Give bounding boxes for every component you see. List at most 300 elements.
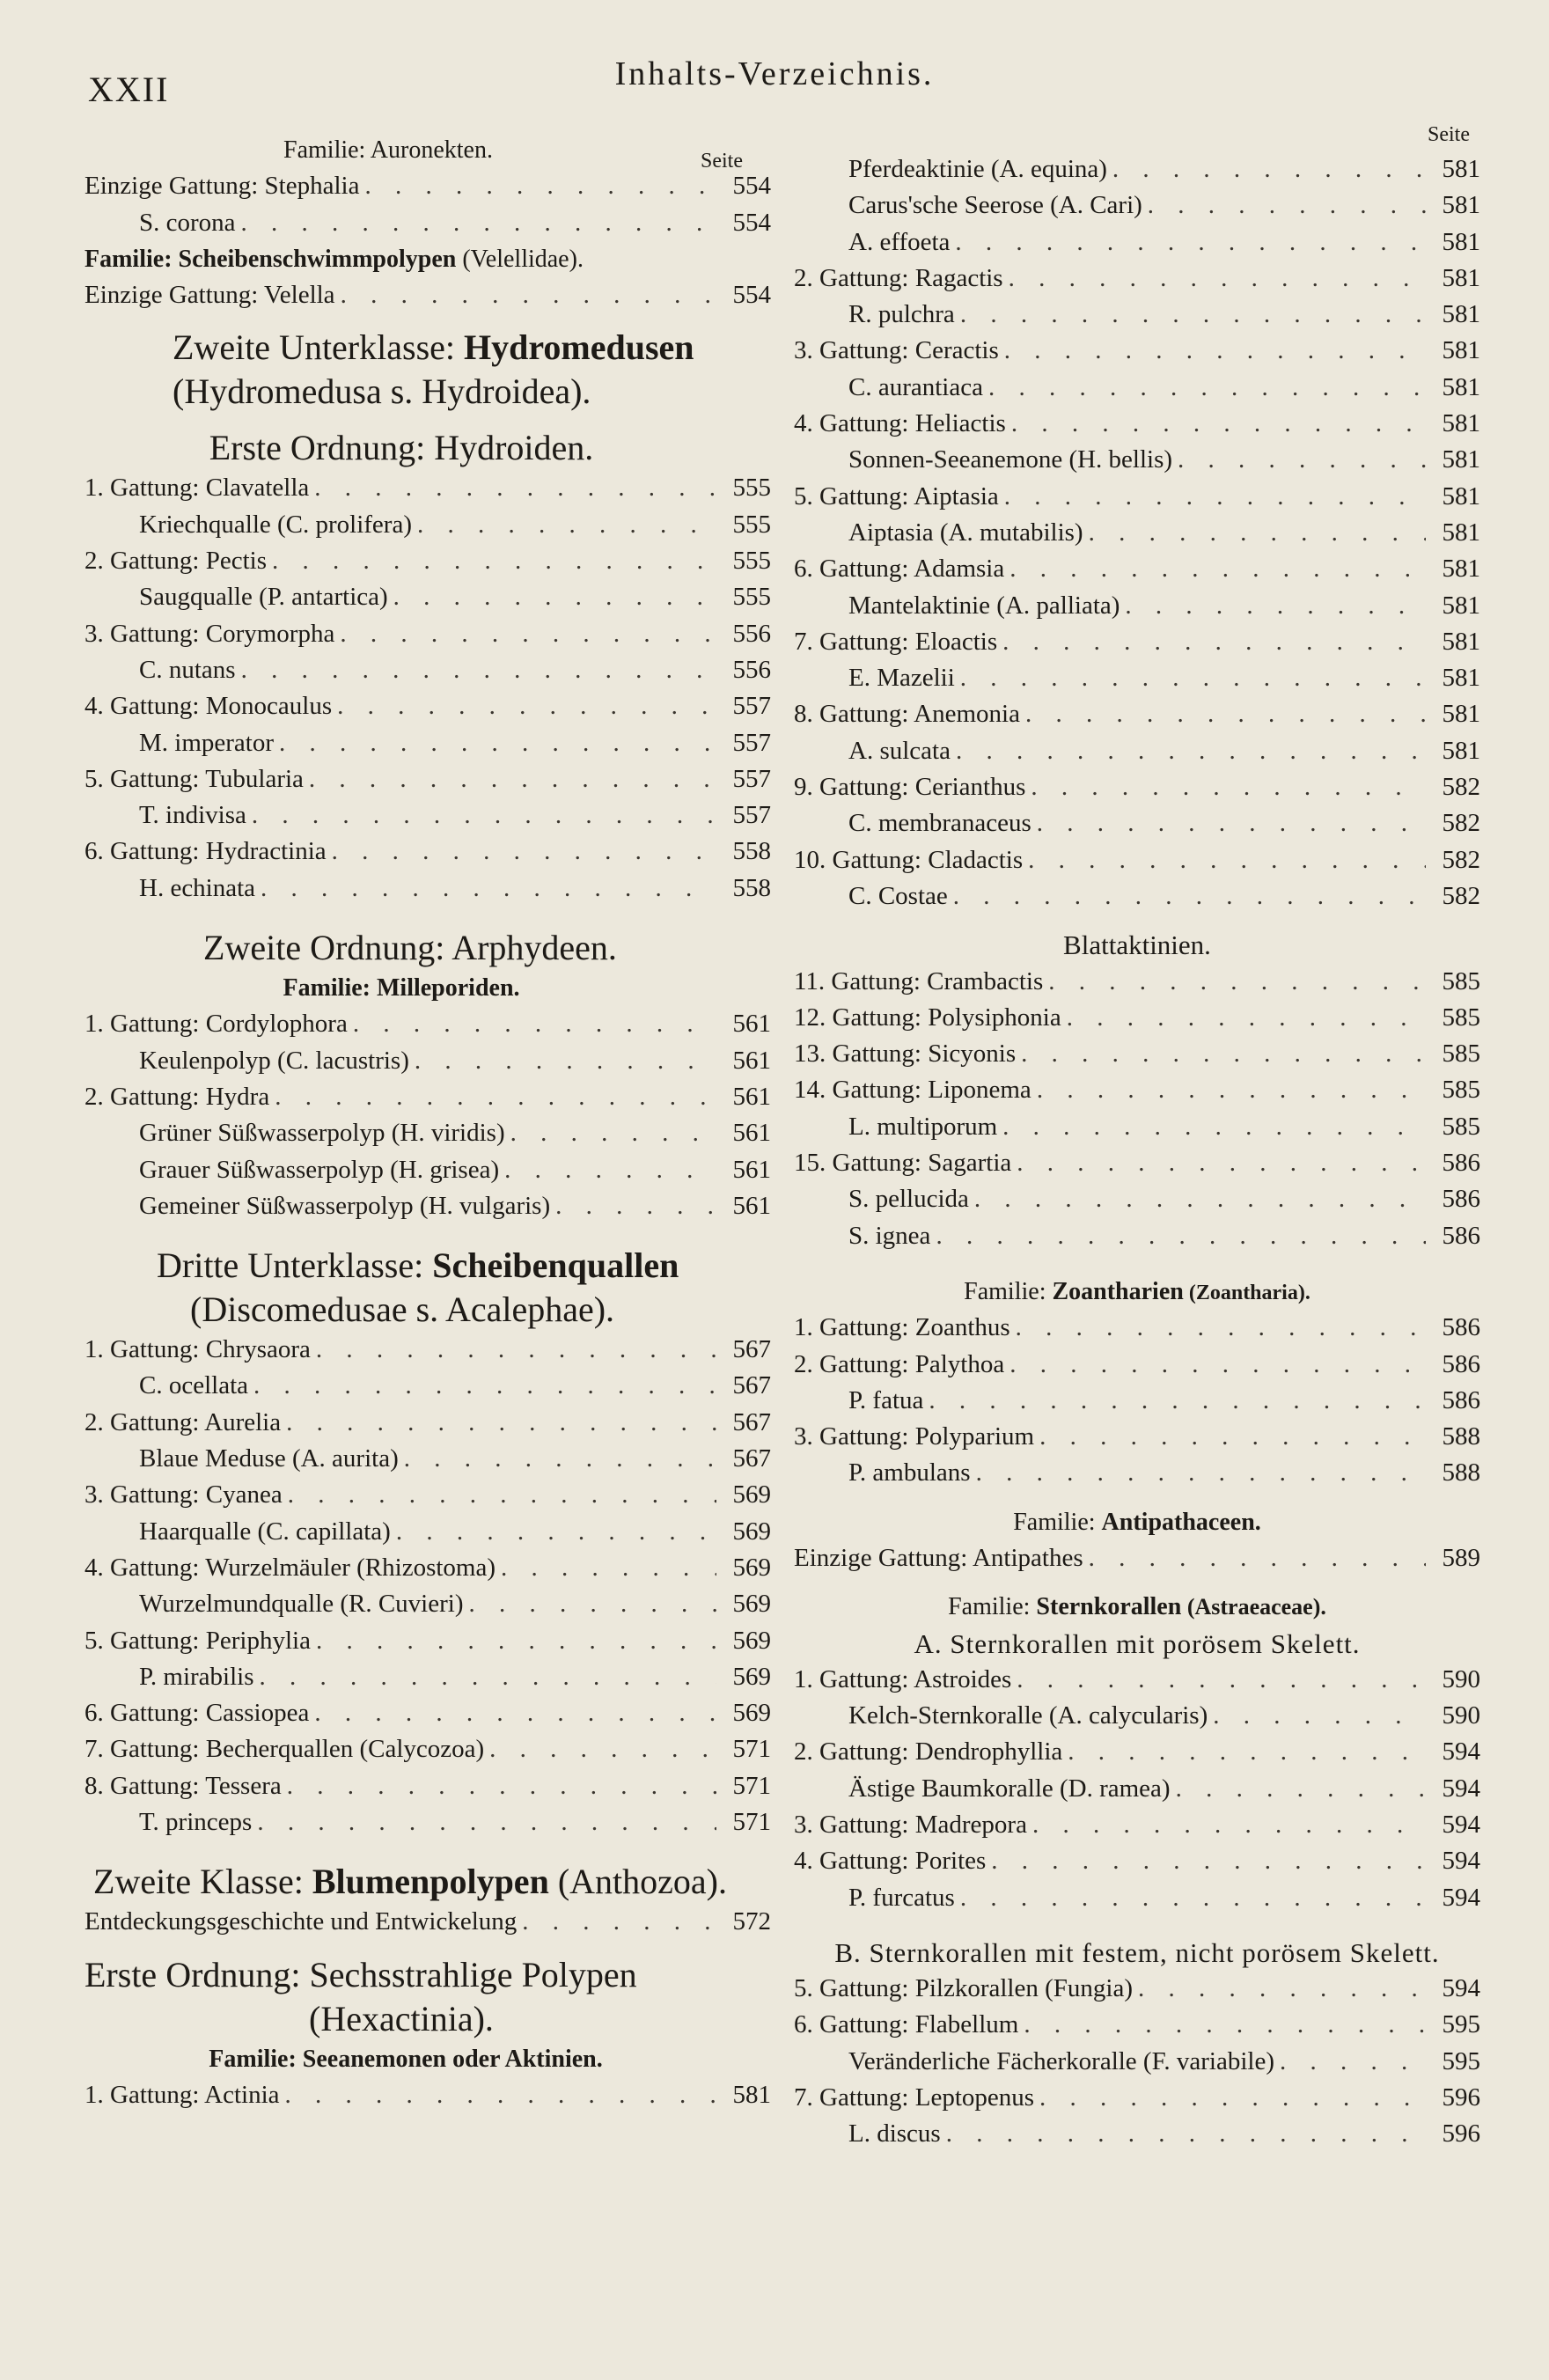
toc-entry: Einzige Gattung: Stephalia . . . 554 — [84, 168, 771, 204]
entry-page: 556 — [732, 655, 771, 684]
leader-dots — [287, 1768, 716, 1804]
toc-entry — [84, 1514, 771, 1550]
toc-entry — [84, 870, 771, 907]
subclass-heading: Zweite Unterklasse: Hydromedusen — [173, 327, 694, 368]
toc-entry — [794, 1347, 1480, 1383]
leader-dots — [960, 660, 1426, 696]
entry-label: 6. Gattung: Hydractinia — [84, 837, 327, 866]
toc-entry — [84, 1115, 771, 1151]
entry-label: A. effoeta — [848, 227, 951, 256]
entry-label: R. pulchra — [848, 300, 955, 329]
entry-label: 7. Gattung: Eloactis — [794, 627, 998, 656]
subclass-latin: (Hydromedusa s. Hydroidea). — [173, 371, 591, 412]
leader-dots — [1032, 1807, 1426, 1843]
entry-page: 594 — [1442, 1883, 1480, 1912]
entry-page: 581 — [1442, 191, 1480, 220]
toc-entry — [84, 1695, 771, 1731]
leader-dots — [340, 616, 716, 652]
leader-dots — [953, 878, 1426, 915]
leader-dots — [279, 725, 716, 761]
leader-dots — [1148, 187, 1426, 224]
entry-page: 567 — [732, 1371, 771, 1400]
class-heading: Zweite Klasse: Blumenpolypen (Anthozoa). — [93, 1862, 727, 1902]
left-column — [84, 132, 771, 2113]
entry-page: 571 — [732, 1735, 771, 1764]
toc-entry — [794, 479, 1480, 515]
leader-dots — [1002, 1109, 1426, 1145]
toc-entry — [794, 442, 1480, 478]
entry-page: 581 — [1442, 263, 1480, 292]
leader-dots — [393, 579, 716, 615]
toc-entry — [794, 2116, 1480, 2152]
entry-page: 588 — [1442, 1422, 1480, 1451]
toc-entry — [794, 1734, 1480, 1770]
toc-entry — [84, 1477, 771, 1513]
leader-dots — [1039, 2080, 1426, 2116]
entry-page: 581 — [1442, 481, 1480, 511]
entry-list — [84, 1332, 771, 1840]
entry-list — [84, 470, 771, 907]
toc-entry — [84, 652, 771, 688]
leader-dots — [991, 1843, 1426, 1879]
entry-page: 595 — [1442, 2046, 1480, 2075]
toc-entry — [794, 515, 1480, 551]
entry-page: 567 — [732, 1335, 771, 1364]
entry-label: 3. Gattung: Ceractis — [794, 336, 999, 365]
entry-page: 569 — [732, 1553, 771, 1582]
entry-page: 569 — [732, 1626, 771, 1655]
toc-entry — [84, 1623, 771, 1659]
toc-entry — [84, 1368, 771, 1404]
toc-entry — [794, 551, 1480, 587]
leader-dots — [261, 870, 716, 907]
entry-page: 582 — [1442, 881, 1480, 910]
entry-page: 561 — [732, 1155, 771, 1184]
leader-dots — [929, 1383, 1426, 1419]
toc-entry — [84, 797, 771, 834]
toc-entry — [794, 805, 1480, 841]
toc-entry — [794, 1145, 1480, 1181]
entry-label: S. ignea — [848, 1221, 931, 1250]
entry-page: 569 — [732, 1517, 771, 1546]
leader-dots — [468, 1586, 716, 1622]
toc-entry — [794, 696, 1480, 732]
entry-label: 4. Gattung: Heliactis — [794, 409, 1006, 438]
entry-page: 586 — [1442, 1385, 1480, 1414]
entry-label: Mantelaktinie (A. palliata) — [848, 591, 1120, 620]
leader-dots — [241, 652, 716, 688]
leader-dots — [1125, 588, 1426, 624]
entry-label: 1. Gattung: Zoanthus — [794, 1313, 1010, 1342]
entry-page: 586 — [1442, 1313, 1480, 1342]
toc-entry — [794, 224, 1480, 261]
entry-page: 581 — [1442, 372, 1480, 401]
entry-page: 585 — [1442, 1039, 1480, 1069]
leader-dots — [955, 224, 1426, 261]
leader-dots — [415, 1043, 716, 1079]
leader-dots — [1025, 696, 1426, 732]
toc-entry — [794, 842, 1480, 878]
leader-dots — [501, 1550, 716, 1586]
leader-dots — [1011, 406, 1426, 442]
leader-dots — [976, 1455, 1426, 1491]
toc-entry — [84, 507, 771, 543]
leader-dots — [504, 1152, 716, 1188]
family-heading: Familie: Scheibenschwimmpolypen (Velellidae). — [84, 245, 584, 273]
leader-dots — [1039, 1419, 1426, 1455]
toc-entry — [794, 261, 1480, 297]
entry-label: 3. Gattung: Madrepora — [794, 1811, 1027, 1840]
toc-entry — [794, 2080, 1480, 2116]
entry-page: 581 — [1442, 445, 1480, 474]
toc-entry — [794, 1971, 1480, 2007]
leader-dots — [1017, 1662, 1426, 1698]
entry-page: 590 — [1442, 1701, 1480, 1730]
leader-dots — [286, 1405, 716, 1441]
entry-page: 582 — [1442, 773, 1480, 802]
entry-page: 581 — [1442, 336, 1480, 365]
entry-label: 2. Gattung: Aurelia — [84, 1407, 282, 1436]
entry-page: 594 — [1442, 1737, 1480, 1767]
leader-dots — [1048, 964, 1426, 1000]
leader-dots — [510, 1115, 716, 1151]
leader-dots — [396, 1514, 716, 1550]
entry-page: 561 — [732, 1082, 771, 1111]
entry-page: 594 — [1442, 1774, 1480, 1803]
entry-label: Saugqualle (P. antartica) — [139, 583, 388, 612]
entry-page: 582 — [1442, 809, 1480, 838]
entry-label: Sonnen-Seeanemone (H. bellis) — [848, 445, 1173, 474]
entry-page: 581 — [1442, 627, 1480, 656]
toc-entry — [84, 1731, 771, 1767]
entry-label: Grüner Süßwasserpolyp (H. viridis) — [139, 1119, 505, 1148]
subclass-latin: (Discomedusae s. Acalephae). — [190, 1289, 615, 1330]
entry-page: 555 — [732, 474, 771, 503]
toc-entry — [794, 1109, 1480, 1145]
toc-entry — [84, 1804, 771, 1840]
entry-page: 557 — [732, 801, 771, 830]
entry-label: C. Costae — [848, 881, 948, 910]
entry-list — [794, 1662, 1480, 1916]
seite-label-left: Seite — [701, 150, 743, 173]
order-latin: (Hexactinia). — [309, 1998, 494, 2038]
page-number: XXII — [88, 70, 170, 109]
leader-dots — [988, 370, 1426, 406]
entry-page: 555 — [732, 547, 771, 576]
entry-label: 3. Gattung: Cyanea — [84, 1480, 283, 1510]
entry-label: Kriechqualle (C. prolifera) — [139, 510, 412, 539]
entry-label: 3. Gattung: Corymorpha — [84, 619, 335, 648]
toc-entry — [84, 1006, 771, 1042]
leader-dots — [1009, 551, 1426, 587]
leader-dots — [314, 1695, 716, 1731]
leader-dots — [1037, 805, 1426, 841]
entry-label: L. multiporum — [848, 1112, 998, 1141]
leader-dots — [316, 1332, 716, 1368]
leader-dots — [275, 1079, 716, 1115]
entry-list — [794, 1310, 1480, 1491]
toc-entry — [84, 543, 771, 579]
leader-dots — [1089, 515, 1426, 551]
toc-entry — [794, 588, 1480, 624]
entry-label: 4. Gattung: Porites — [794, 1847, 987, 1876]
entry-label: M. imperator — [139, 728, 275, 757]
entry-label: 2. Gattung: Ragactis — [794, 263, 1003, 292]
entry-label: 5. Gattung: Tubularia — [84, 764, 304, 793]
entry-page: 582 — [1442, 845, 1480, 874]
toc-entry: Einzige Gattung: Velella . . . 554 — [84, 277, 771, 313]
entry-label: 6. Gattung: Cassiopea — [84, 1699, 310, 1728]
leader-dots — [260, 1659, 716, 1695]
entry-label: Wurzelmundqualle (R. Cuvieri) — [139, 1590, 464, 1619]
entry-label: 1. Gattung: Chrysaora — [84, 1335, 311, 1364]
section-heading: A. Sternkorallen mit porösem Skelett. — [914, 1627, 1361, 1659]
toc-entry — [794, 2007, 1480, 2043]
leader-dots — [960, 1880, 1426, 1916]
entry-label: 12. Gattung: Polysiphonia — [794, 1003, 1061, 1032]
entry-label: 3. Gattung: Polyparium — [794, 1422, 1035, 1451]
entry-label: 1. Gattung: Clavatella — [84, 474, 310, 503]
entry-label: 5. Gattung: Aiptasia — [794, 481, 999, 511]
entry-label: P. mirabilis — [139, 1662, 254, 1691]
entry-label: 2. Gattung: Pectis — [84, 547, 268, 576]
leader-dots — [974, 1181, 1426, 1217]
entry-page: 594 — [1442, 1973, 1480, 2002]
seite-label-right: Seite — [1428, 123, 1470, 146]
entry-label: Keulenpolyp (C. lacustris) — [139, 1046, 409, 1075]
entry-label: Haarqualle (C. capillata) — [139, 1517, 391, 1546]
entry-page: 581 — [1442, 155, 1480, 183]
entry-label: 9. Gattung: Cerianthus — [794, 773, 1026, 802]
entry-label: 2. Gattung: Palythoa — [794, 1349, 1005, 1378]
leader-dots — [1028, 842, 1426, 878]
leader-dots — [1138, 1971, 1426, 2007]
toc-entry — [794, 187, 1480, 224]
toc-entry — [84, 688, 771, 724]
toc-entry — [84, 1188, 771, 1224]
toc-entry — [84, 1332, 771, 1368]
entry-page: 555 — [732, 510, 771, 539]
leader-dots — [1067, 1000, 1426, 1036]
toc-entry — [794, 1698, 1480, 1734]
toc-entry — [84, 1441, 771, 1477]
entry-label: 5. Gattung: Pilzkorallen (Fungia) — [794, 1973, 1133, 2002]
entry-label: 1. Gattung: Astroides — [794, 1664, 1012, 1693]
leader-dots — [332, 834, 716, 870]
entry-label: 14. Gattung: Liponema — [794, 1076, 1031, 1105]
entry-page: 581 — [1442, 409, 1480, 438]
entry-label: Carus'sche Seerose (A. Cari) — [848, 191, 1142, 220]
entry-page: 571 — [732, 1771, 771, 1800]
entry-page: 556 — [732, 619, 771, 648]
toc-entry — [84, 1043, 771, 1079]
entry-page: 567 — [732, 1444, 771, 1473]
family-heading: Familie: Sternkorallen (Astraeaceae). — [948, 1593, 1326, 1621]
entry-label: Grauer Süßwasserpolyp (H. grisea) — [139, 1155, 500, 1184]
section-heading: B. Sternkorallen mit festem, nicht porösem Skelett. — [834, 1936, 1440, 1968]
toc-entry — [794, 1072, 1480, 1108]
toc-entry — [794, 1383, 1480, 1419]
entry-label: E. Mazelii — [848, 664, 955, 693]
entry-list — [794, 151, 1480, 915]
toc-entry — [84, 1152, 771, 1188]
entry-page: 594 — [1442, 1811, 1480, 1840]
toc-entry: Einzige Gattung: Antipathes . . . 589 — [794, 1540, 1480, 1576]
toc-entry — [794, 878, 1480, 915]
leader-dots — [555, 1188, 716, 1224]
leader-dots — [1178, 442, 1426, 478]
entry-label: 7. Gattung: Leptopenus — [794, 2082, 1035, 2112]
entry-label: T. indivisa — [139, 801, 246, 830]
entry-page: 569 — [732, 1590, 771, 1619]
leader-dots — [1112, 151, 1426, 187]
entry-label: C. nutans — [139, 655, 236, 684]
toc-entry — [794, 406, 1480, 442]
entry-page: 558 — [732, 873, 771, 902]
entry-page: 581 — [1442, 555, 1480, 584]
toc-entry — [794, 370, 1480, 406]
leader-dots — [253, 1368, 716, 1404]
entry-page: 585 — [1442, 1003, 1480, 1032]
entry-label: Gemeiner Süßwasserpolyp (H. vulgaris) — [139, 1191, 551, 1220]
entry-label: H. echinata — [139, 873, 256, 902]
toc-entry — [794, 964, 1480, 1000]
toc-entry: 1. Gattung: Actinia . . . 581 — [84, 2077, 771, 2113]
toc-entry — [794, 1000, 1480, 1036]
entry-page: 569 — [732, 1480, 771, 1510]
entry-label: Blaue Meduse (A. aurita) — [139, 1444, 399, 1473]
leader-dots — [1004, 333, 1426, 369]
leader-dots — [257, 1804, 716, 1840]
entry-label: 11. Gattung: Crambactis — [794, 966, 1044, 995]
toc-entry — [794, 1662, 1480, 1698]
entry-page: 569 — [732, 1662, 771, 1691]
toc-entry — [794, 1419, 1480, 1455]
entry-label: 8. Gattung: Anemonia — [794, 700, 1020, 729]
entry-label: 4. Gattung: Wurzelmäuler (Rhizostoma) — [84, 1553, 496, 1582]
running-head: Inhalts-Verzeichnis. — [614, 55, 935, 92]
entry-page: 567 — [732, 1407, 771, 1436]
entry-page: 586 — [1442, 1349, 1480, 1378]
entry-page: 586 — [1442, 1149, 1480, 1178]
entry-label: C. aurantiaca — [848, 372, 983, 401]
toc-entry — [84, 579, 771, 615]
toc-entry — [84, 1550, 771, 1586]
entry-label: 13. Gattung: Sicyonis — [794, 1039, 1017, 1069]
toc-entry — [794, 1455, 1480, 1491]
entry-label: Pferdeaktinie (A. equina) — [848, 155, 1107, 183]
toc-entry: Entdeckungsgeschichte und Entwickelung . . . 572 — [84, 1904, 771, 1940]
entry-page: 586 — [1442, 1185, 1480, 1214]
entry-page: 596 — [1442, 2082, 1480, 2112]
entry-label: Aiptasia (A. mutabilis) — [848, 518, 1083, 547]
entry-label: 1. Gattung: Cordylophora — [84, 1010, 348, 1039]
toc-entry — [794, 1310, 1480, 1346]
entry-label: 6. Gattung: Flabellum — [794, 2010, 1019, 2039]
leader-dots — [946, 2116, 1426, 2152]
leader-dots — [1021, 1036, 1426, 1072]
toc-entry — [794, 1181, 1480, 1217]
order-heading: Zweite Ordnung: Arphydeen. — [203, 928, 617, 968]
entry-label: P. ambulans — [848, 1458, 971, 1488]
entry-label: 10. Gattung: Cladactis — [794, 845, 1024, 874]
entry-label: P. fatua — [848, 1385, 924, 1414]
entry-page: 557 — [732, 728, 771, 757]
leader-dots — [956, 733, 1426, 769]
leader-dots — [314, 470, 716, 506]
entry-label: Kelch-Sternkoralle (A. calycularis) — [848, 1701, 1208, 1730]
entry-label: 2. Gattung: Hydra — [84, 1082, 270, 1111]
entry-page: 571 — [732, 1807, 771, 1836]
leader-dots — [272, 543, 716, 579]
entry-page: 581 — [1442, 300, 1480, 329]
leader-dots — [404, 1441, 716, 1477]
leader-dots — [960, 297, 1426, 333]
leader-dots — [1280, 2044, 1426, 2080]
leader-dots — [353, 1006, 716, 1042]
entry-page: 557 — [732, 692, 771, 721]
entry-label: 15. Gattung: Sagartia — [794, 1149, 1012, 1178]
toc-entry — [794, 2044, 1480, 2080]
entry-page: 561 — [732, 1010, 771, 1039]
toc-entry — [794, 1036, 1480, 1072]
toc-entry — [794, 297, 1480, 333]
leader-dots — [1009, 261, 1426, 297]
leader-dots — [1009, 1347, 1426, 1383]
entry-label: A. sulcata — [848, 736, 951, 765]
entry-page: 595 — [1442, 2010, 1480, 2039]
leader-dots — [252, 797, 716, 834]
toc-entry — [84, 1405, 771, 1441]
entry-label: 2. Gattung: Dendrophyllia — [794, 1737, 1063, 1767]
entry-page: 561 — [732, 1046, 771, 1075]
entry-list — [794, 964, 1480, 1254]
toc-entry — [794, 1771, 1480, 1807]
family-heading: Familie: Milleporiden. — [283, 974, 520, 1003]
entry-page: 581 — [1442, 591, 1480, 620]
entry-label: 7. Gattung: Becherquallen (Calycozoa) — [84, 1735, 485, 1764]
entry-page: 586 — [1442, 1221, 1480, 1250]
order-heading: Erste Ordnung: Hydroiden. — [209, 428, 594, 468]
leader-dots — [417, 507, 716, 543]
toc-entry — [794, 1218, 1480, 1254]
entry-page: 561 — [732, 1191, 771, 1220]
entry-label: L. discus — [848, 2119, 941, 2149]
entry-list — [84, 1006, 771, 1224]
entry-page: 596 — [1442, 2119, 1480, 2149]
entry-label: S. pellucida — [848, 1185, 969, 1214]
leader-dots — [489, 1731, 716, 1767]
leader-dots — [288, 1477, 716, 1513]
entry-label: P. furcatus — [848, 1883, 955, 1912]
toc-entry — [84, 1586, 771, 1622]
family-heading: Familie: Zoantharien (Zoantharia). — [964, 1277, 1310, 1305]
entry-page: 585 — [1442, 966, 1480, 995]
right-column — [794, 151, 1480, 2152]
order-heading: Erste Ordnung: Sechsstrahlige Polypen — [84, 1954, 637, 1994]
family-heading: Familie: Antipathaceen. — [1013, 1508, 1261, 1536]
toc-entry — [84, 1079, 771, 1115]
entry-label: Veränderliche Fächerkoralle (F. variabile) — [848, 2046, 1274, 2075]
toc-entry — [84, 834, 771, 870]
toc-entry — [84, 1659, 771, 1695]
entry-label: Ästige Baumkoralle (D. ramea) — [848, 1774, 1171, 1803]
leader-dots — [1037, 1072, 1426, 1108]
leader-dots — [1017, 1145, 1426, 1181]
toc-entry — [794, 624, 1480, 660]
leader-dots — [1213, 1698, 1426, 1734]
entry-page: 585 — [1442, 1112, 1480, 1141]
